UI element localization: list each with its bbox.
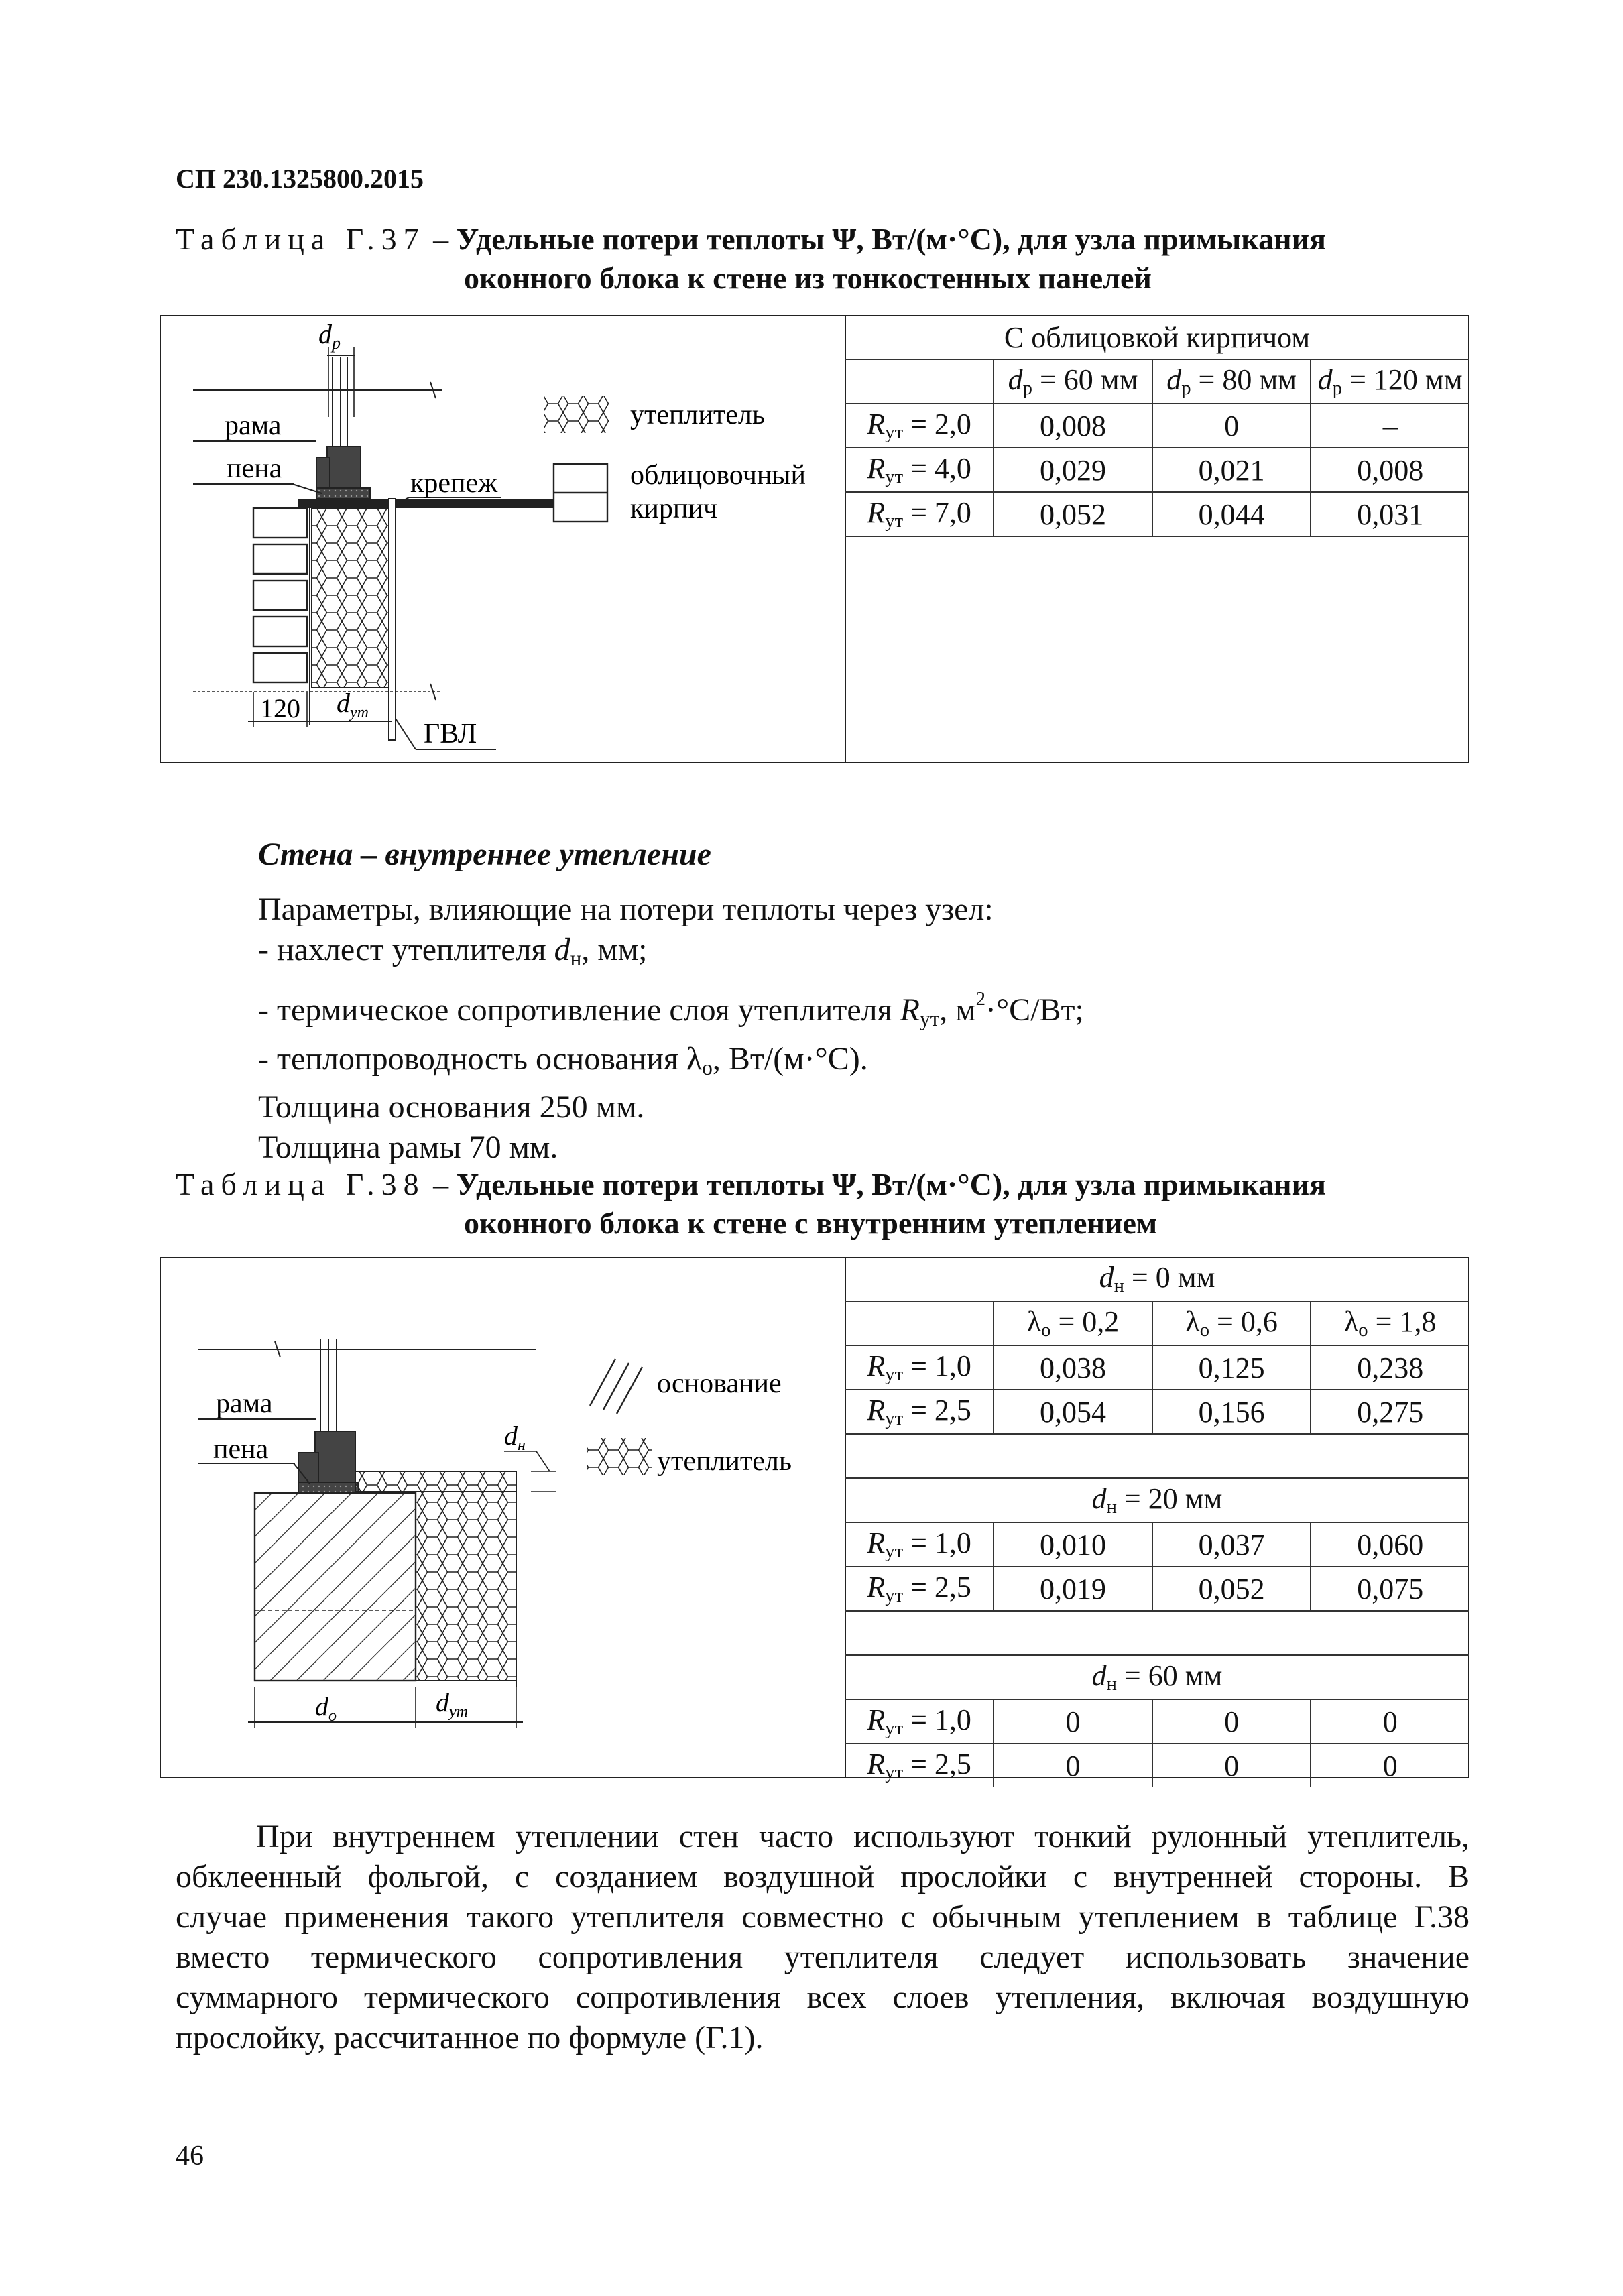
- table37-caption-line1: Таблица Г.37 – Удельные потери теплоты Ψ, Вт/(м·°С), для узла примыкания: [176, 222, 1327, 256]
- table-cell: 0,075: [1311, 1567, 1469, 1611]
- table-cell: 0: [1152, 1699, 1311, 1744]
- group-header-row: [845, 1258, 1469, 1301]
- paragraph-line: При внутреннем утеплении стен часто используют тонкий рулонный утеплитель,: [256, 1819, 1469, 1854]
- legend-brick-label-1: облицовочный: [630, 460, 806, 491]
- frame-shape: [315, 1431, 355, 1482]
- group-header-dn-60: $d_н = 60$ мм: [845, 1655, 1469, 1699]
- gvl-label: ГВЛ: [424, 719, 477, 749]
- lambda-col-header: $\lambda_о = 0,6$: [1152, 1301, 1311, 1345]
- legend-insulation-label: утеплитель: [657, 1446, 792, 1477]
- table-row: [845, 448, 1469, 492]
- table-cell: 0,008: [1311, 448, 1469, 492]
- table-row: [845, 492, 1469, 536]
- table37-group-header: С облицовкой кирпичом: [845, 316, 1469, 359]
- table37-caption-title-1: Удельные потери теплоты Ψ, Вт/(м·°С), для узла примыкания: [456, 222, 1327, 256]
- table38-data: [845, 1258, 1469, 1787]
- table-cell: 0: [1311, 1699, 1469, 1744]
- closing-paragraph: [176, 1817, 1469, 2058]
- row-header: $R_{ут} = 2,5$: [845, 1390, 994, 1434]
- spacer-row: [845, 1611, 1469, 1655]
- dn-label: $d_н$: [504, 1421, 526, 1454]
- table38-caption-label: Таблица Г.38: [176, 1167, 426, 1201]
- legend-insulation-label: утеплитель: [630, 400, 766, 430]
- dut-label: $d_{ут}$: [337, 688, 369, 721]
- frame-thickness: Толщина рамы 70 мм.: [258, 1130, 558, 1166]
- table38-caption: [176, 1165, 1469, 1243]
- table-cell: 0: [1152, 1744, 1311, 1787]
- do-label: $d_о$: [315, 1691, 337, 1725]
- dut-label: $d_{ут}$: [436, 1687, 468, 1721]
- row-header: $R_{ут} = 2,0$: [845, 404, 994, 448]
- section-internal-insulation: [258, 835, 1471, 1168]
- table37-caption-label: Таблица Г.37: [176, 222, 426, 256]
- foam-label: пена: [213, 1434, 269, 1465]
- row-header: $R_{ут} = 2,5$: [845, 1744, 994, 1787]
- row-header: $R_{ут} = 4,0$: [845, 448, 994, 492]
- row-header: $R_{ут} = 1,0$: [845, 1345, 994, 1390]
- param-item-overlap: - нахлест утеплителя $d_н$, мм;: [258, 932, 648, 970]
- page-number: 46: [176, 2140, 204, 2171]
- table-row: [845, 404, 1469, 448]
- table37-col-header: $d_р = 120$ мм: [1311, 359, 1469, 404]
- table-cell: 0,054: [994, 1390, 1152, 1434]
- paragraph-line: обклеенный фольгой, с созданием воздушной прослойки с внутренней стороны. В: [176, 1859, 1469, 1894]
- table37-column-header-row: [845, 359, 1469, 404]
- table-cell: 0,029: [994, 448, 1152, 492]
- dp-label: $d_р$: [318, 319, 341, 353]
- table37-col-header: $d_р = 60$ мм: [994, 359, 1152, 404]
- paragraph-line: прослойку, рассчитанное по формуле (Г.1).: [176, 2020, 764, 2055]
- spacer-row: [845, 1434, 1469, 1478]
- row-header: $R_{ут} = 2,5$: [845, 1567, 994, 1611]
- foam-label: пена: [227, 453, 282, 484]
- table-cell: 0,156: [1152, 1390, 1311, 1434]
- table-cell: 0,275: [1311, 1390, 1469, 1434]
- base-thickness: Толщина основания 250 мм.: [258, 1089, 645, 1126]
- table37-data: [845, 316, 1469, 537]
- group-header-dn-0: $d_н = 0$ мм: [845, 1258, 1469, 1301]
- table-row: [845, 1522, 1469, 1567]
- table-row: [845, 1567, 1469, 1611]
- table-cell: –: [1311, 404, 1469, 448]
- row-header: $R_{ут} = 7,0$: [845, 492, 994, 536]
- table-cell: 0,021: [1152, 448, 1311, 492]
- row-header: $R_{ут} = 1,0$: [845, 1522, 994, 1567]
- fastener-label: крепеж: [410, 468, 498, 499]
- foam-shape: [316, 488, 370, 499]
- table-cell: 0,044: [1152, 492, 1311, 536]
- table-cell: 0,019: [994, 1567, 1152, 1611]
- document-code: СП 230.1325800.2015: [176, 164, 424, 194]
- legend-base-label: основание: [657, 1368, 782, 1399]
- group-header-dn-20: $d_н = 20$ мм: [845, 1478, 1469, 1522]
- table37-group-header-row: [845, 316, 1469, 359]
- table-cell: 0,008: [994, 404, 1152, 448]
- table-row: [845, 1345, 1469, 1390]
- table38-caption-title-1: Удельные потери теплоты Ψ, Вт/(м·°С), для узла примыкания: [456, 1167, 1327, 1201]
- base-shape: [255, 1493, 416, 1681]
- table-cell: 0,238: [1311, 1345, 1469, 1390]
- insulation-shape: [416, 1492, 516, 1681]
- foam-shape: [298, 1482, 359, 1493]
- group-header-row: [845, 1478, 1469, 1522]
- table-cell: 0,038: [994, 1345, 1152, 1390]
- table-cell: 0,052: [994, 492, 1152, 536]
- table-cell: 0: [994, 1744, 1152, 1787]
- lambda-header-row: [845, 1301, 1469, 1345]
- paragraph-line: вместо термического сопротивления утеплителя следует использовать значение: [176, 1939, 1469, 1975]
- legend-insulation-swatch: [587, 1438, 652, 1475]
- table38-caption-line2: [176, 1204, 1469, 1243]
- table-row: [845, 1744, 1469, 1787]
- param-item-resistance: - термическое сопротивление слоя утеплителя $R_{ут}$, $м^2\cdot^\circ С/Вт$;: [258, 987, 1084, 1030]
- table38-caption-title-2: оконного блока к стене с внутренним утеплением: [464, 1206, 1158, 1240]
- table38-caption-line1: Таблица Г.38 – Удельные потери теплоты Ψ, Вт/(м·°С), для узла примыкания: [176, 1167, 1327, 1201]
- table-row: [845, 1390, 1469, 1434]
- table37-caption: [176, 220, 1469, 298]
- table-cell: 0,060: [1311, 1522, 1469, 1567]
- group-header-row: [845, 1655, 1469, 1699]
- paragraph-line: суммарного термического сопротивления всех слоев утепления, включая воздушную: [176, 1980, 1469, 2015]
- lambda-col-header: $\lambda_о = 1,8$: [1311, 1301, 1469, 1345]
- frame-shape: [327, 446, 361, 488]
- table37-figure: [161, 316, 843, 762]
- row-header: $R_{ут} = 1,0$: [845, 1699, 994, 1744]
- legend-brick-label-2: кирпич: [630, 493, 717, 524]
- table-cell: 0,010: [994, 1522, 1152, 1567]
- table38-figure: [161, 1258, 843, 1777]
- section-heading: Стена – внутреннее утепление: [258, 837, 711, 872]
- param-item-conductivity: - теплопроводность основания $\lambda_о$, Вт/(м·°С).: [258, 1040, 868, 1079]
- table37-caption-line2: [176, 259, 1469, 298]
- frame-label: рама: [225, 410, 282, 441]
- table37-caption-title-2: оконного блока к стене из тонкостенных панелей: [464, 261, 1152, 295]
- legend-insulation-swatch: [544, 396, 609, 433]
- table37-col-header: $d_р = 80$ мм: [1152, 359, 1311, 404]
- table-cell: 0: [1311, 1744, 1469, 1787]
- table-cell: 0,052: [1152, 1567, 1311, 1611]
- insulation-shape: [312, 508, 389, 688]
- frame-label: рама: [216, 1388, 273, 1419]
- paragraph-line: случае применения такого утеплителя совместно с обычным утеплением в таблице Г.38: [176, 1899, 1469, 1935]
- table-cell: 0: [994, 1699, 1152, 1744]
- dim-120-label: 120: [260, 693, 300, 723]
- table-cell: 0,037: [1152, 1522, 1311, 1567]
- fastener-shape: [298, 499, 553, 508]
- section-intro: Параметры, влияющие на потери теплоты через узел:: [258, 892, 994, 927]
- table-row: [845, 1699, 1469, 1744]
- table-cell: 0: [1152, 404, 1311, 448]
- table-cell: 0,031: [1311, 492, 1469, 536]
- table-cell: 0,125: [1152, 1345, 1311, 1390]
- lambda-col-header: $\lambda_о = 0,2$: [994, 1301, 1152, 1345]
- legend-base-swatch: [590, 1359, 642, 1414]
